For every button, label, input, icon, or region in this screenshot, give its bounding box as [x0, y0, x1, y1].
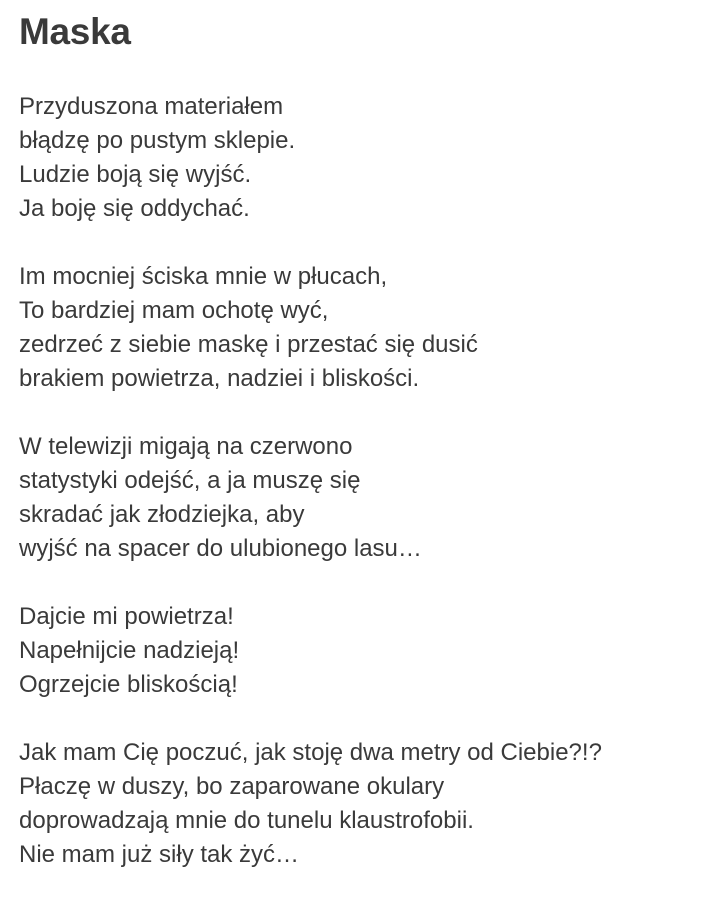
poem-line: skradać jak złodziejka, aby: [19, 501, 305, 528]
poem-line: zedrzeć z siebie maskę i przestać się dusić: [19, 331, 478, 358]
poem-line: doprowadzają mnie do tunelu klaustrofobii.: [19, 807, 474, 834]
stanza-2: [19, 260, 709, 396]
poem-line: Ogrzejcie bliskością!: [19, 671, 238, 698]
poem-line: Nie mam już siły tak żyć…: [19, 841, 300, 868]
stanza-1: [19, 90, 709, 226]
poem-line: Ja boję się oddychać.: [19, 195, 250, 222]
poem-line: statystyki odejść, a ja muszę się: [19, 467, 361, 494]
stanza-4: [19, 600, 709, 702]
poem-line: brakiem powietrza, nadziei i bliskości.: [19, 365, 420, 392]
poem-line: Jak mam Cię poczuć, jak stoję dwa metry od Ciebie?!?: [19, 739, 602, 766]
poem-line: Ludzie boją się wyjść.: [19, 161, 252, 188]
poem-body: [19, 90, 709, 872]
poem-line: Płaczę w duszy, bo zaparowane okulary: [19, 773, 445, 800]
poem-line: błądzę po pustym sklepie.: [19, 127, 296, 154]
poem-document: [19, 8, 709, 906]
poem-line: Dajcie mi powietrza!: [19, 603, 234, 630]
stanza-5: [19, 736, 709, 872]
poem-title: Maska: [19, 11, 131, 52]
poem-line: Napełnijcie nadzieją!: [19, 637, 240, 664]
poem-line: W telewizji migają na czerwono: [19, 433, 353, 460]
poem-line: Przyduszona materiałem: [19, 93, 284, 120]
stanza-3: [19, 430, 709, 566]
poem-line: Im mocniej ściska mnie w płucach,: [19, 263, 388, 290]
poem-line: To bardziej mam ochotę wyć,: [19, 297, 329, 324]
poem-line: wyjść na spacer do ulubionego lasu…: [19, 535, 422, 562]
